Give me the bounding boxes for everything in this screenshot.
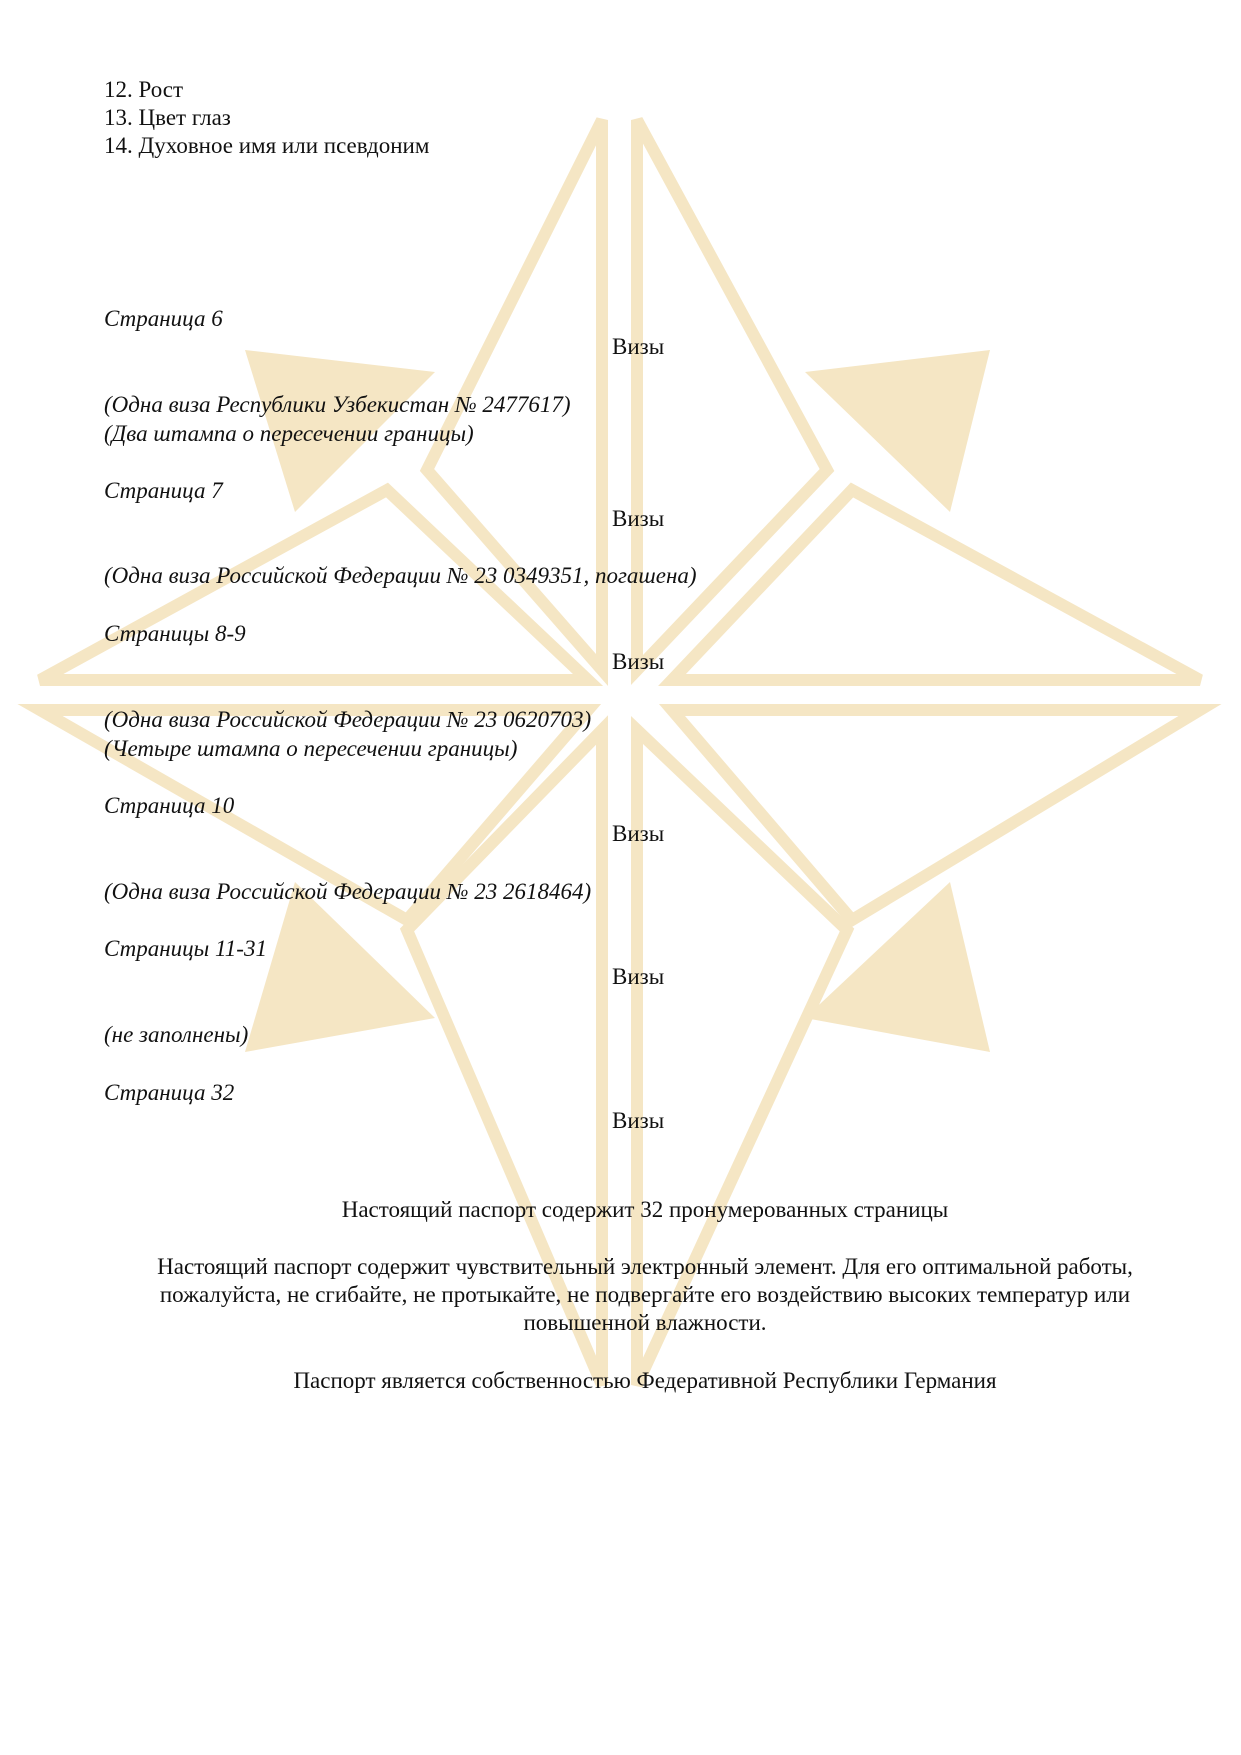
chip-warning-line: повышенной влажности. [523, 1310, 767, 1335]
visa-heading: Визы [612, 334, 665, 359]
field-height: 12. Рост [104, 77, 184, 102]
visa-note: (Одна виза Российской Федерации № 23 2618464) [104, 879, 592, 904]
visa-note: (Четыре штампа о пересечении границы) [104, 736, 518, 761]
page-label: Страница 10 [104, 793, 235, 818]
chip-warning-line: Настоящий паспорт содержит чувствительный электронный элемент. Для его оптимальной работы, [157, 1254, 1133, 1279]
visa-heading: Визы [612, 506, 665, 531]
page-label: Страница 6 [104, 306, 223, 331]
visa-note: (не заполнены) [104, 1022, 249, 1047]
field-spiritual-name: 14. Духовное имя или псевдоним [104, 133, 430, 158]
visa-heading: Визы [612, 964, 665, 989]
page-label: Страница 32 [104, 1080, 235, 1105]
visa-heading: Визы [612, 1108, 665, 1133]
chip-warning-note [100, 1253, 1190, 1337]
page-count-note: Настоящий паспорт содержит 32 пронумерованных страницы [341, 1197, 949, 1222]
visa-note: (Два штампа о пересечении границы) [104, 421, 474, 446]
page-label: Страница 7 [104, 478, 223, 503]
property-note: Паспорт является собственностью Федеративной Республики Германия [293, 1368, 997, 1393]
page-label: Страницы 8-9 [104, 621, 246, 646]
page-label: Страницы 11-31 [104, 936, 267, 961]
field-eye-color: 13. Цвет глаз [104, 105, 231, 130]
chip-warning-line: пожалуйста, не сгибайте, не протыкайте, не подвергайте его воздействию высоких температур или [159, 1282, 1131, 1307]
visa-note: (Одна виза Республики Узбекистан № 2477617) [104, 392, 571, 417]
visa-heading: Визы [612, 821, 665, 846]
visa-note: (Одна виза Российской Федерации № 23 0349351, погашена) [104, 563, 697, 588]
visa-note: (Одна виза Российской Федерации № 23 0620703) [104, 707, 592, 732]
visa-heading: Визы [612, 649, 665, 674]
